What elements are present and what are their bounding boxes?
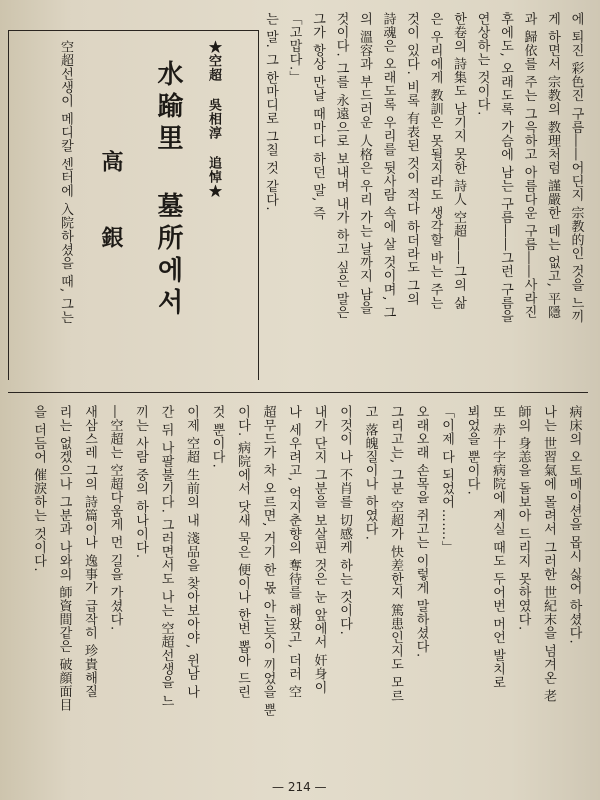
- text-column: 과 歸依를 주는 그윽하고 아름다운 구름――사라진: [521, 12, 537, 319]
- text-column: 또 赤十字病院에 계실 때도 두어번 머언 발치로: [490, 405, 505, 690]
- block-divider: [8, 392, 588, 393]
- lead-column: 空超선생이 메디칼 센터에 入院하셨을 때, 그는: [58, 40, 73, 325]
- text-column: 의 溫容과 부드러운 人格은 우리 가는 날까지 남을: [357, 12, 372, 315]
- text-column: ―空超는 空超다움게 먼 길을 가셨다.: [107, 405, 123, 631]
- text-column: 연상하는 것이다.: [474, 12, 490, 116]
- text-column: 病床의 오토메이션을 몹시 싫어 하셨다.: [566, 405, 582, 645]
- text-column: 뵈었을 뿐이다.: [464, 405, 480, 496]
- text-column: 고 落魄질이나 하였다.: [362, 405, 378, 541]
- text-column: 후에도, 오래도록 가슴에 남는 구름――그런 구름을: [498, 12, 513, 324]
- text-column: 그리고는, 그분 空超가 快差한지 篤患인지도 모르: [388, 405, 403, 703]
- text-column: 게 하면서 宗教의 教理처럼 謹嚴한 데는 없고, 平隱: [545, 12, 560, 320]
- text-column: 내가 단지 그분을 보살핀 것은 눈 앞에서 奸身이: [311, 405, 327, 694]
- text-column: 나는 世習氣에 몰려서 그러한 世紀末을 넘겨온 老: [541, 405, 556, 703]
- text-column: 리는 없겠으나 그분과 나와의 師資間같은 破顔面目: [56, 405, 72, 712]
- article-author: 高 銀: [98, 150, 124, 262]
- text-column: 師의 身恙을 돌보아 드리지 못하였다.: [515, 405, 531, 631]
- text-column: 간 뒤 나팔불기다. 그러면서도 나는 空超선생을 느: [158, 405, 174, 708]
- text-column: 나 세우려고, 억지춘향의 奪待를 해왔고, 더러 空: [286, 405, 301, 699]
- text-column: 이다. 病院에서 닷새 묵은 便이나 한번 뽑아 드린: [235, 405, 250, 699]
- text-column: 이제 空超 生前의 내 淺品을 찾아보아야, 윈남 나: [184, 405, 199, 699]
- text-column: 는 말. 그 한마디로 그칠 것 같다.: [263, 12, 278, 212]
- text-column: 새삼스레 그의 詩篇이나 逸事가 급작히 珍貴해질: [82, 405, 97, 699]
- title-box-top-rule: [8, 30, 259, 31]
- text-column: 을 더듬어 催淚하는 것이다.: [31, 405, 46, 573]
- text-column: 은 우리에게 教訓은 못될지라도 생각할 바는 주는: [427, 12, 443, 310]
- text-column: 詩魂은 오래도록 우리를 뒷사람 속에 살 것이며, 그: [380, 12, 396, 320]
- text-column: 끼는 사람 중의 하나이다.: [133, 405, 148, 559]
- text-column: 이것이 나 不肖를 切感케 하는 것이다.: [337, 405, 352, 636]
- text-column: 것이다. 그를 永遠으로 보내며 내가 하고 싶은 말은: [333, 12, 349, 320]
- text-column: 에 퇴진 彩色진 구름――어딘지 宗教的인 것을 느끼: [568, 12, 584, 324]
- title-box-left-rule: [8, 30, 9, 380]
- text-column: 「이제 다 되었어…….」: [439, 405, 454, 554]
- text-column: 것이 있다. 비록 有表된 것이 적다 하더라도 그의: [404, 12, 419, 306]
- article-title: 水踰里 墓所에서: [153, 60, 183, 320]
- text-column: 한卷의 詩集도 남기지 못한 詩人 空超――그의 삶: [451, 12, 466, 310]
- text-column: 오래오래 손목을 쥐고는 이렇게 말하셨다.: [413, 405, 429, 658]
- text-column: 것 뿐이다.: [209, 405, 225, 469]
- article-subtitle: ★空超 吳相淳 追悼★: [206, 40, 221, 198]
- text-column: 「고맙다.」: [286, 12, 302, 85]
- text-column: 超무드가 차 오르면, 거기 한 몫 아는듯이 끼었을 뿐: [260, 405, 276, 717]
- title-box-right-rule: [258, 30, 259, 380]
- page-number: — 214 —: [272, 780, 327, 794]
- text-column: 그가 항상 만날 때마다 하던 말, 즉: [310, 12, 325, 220]
